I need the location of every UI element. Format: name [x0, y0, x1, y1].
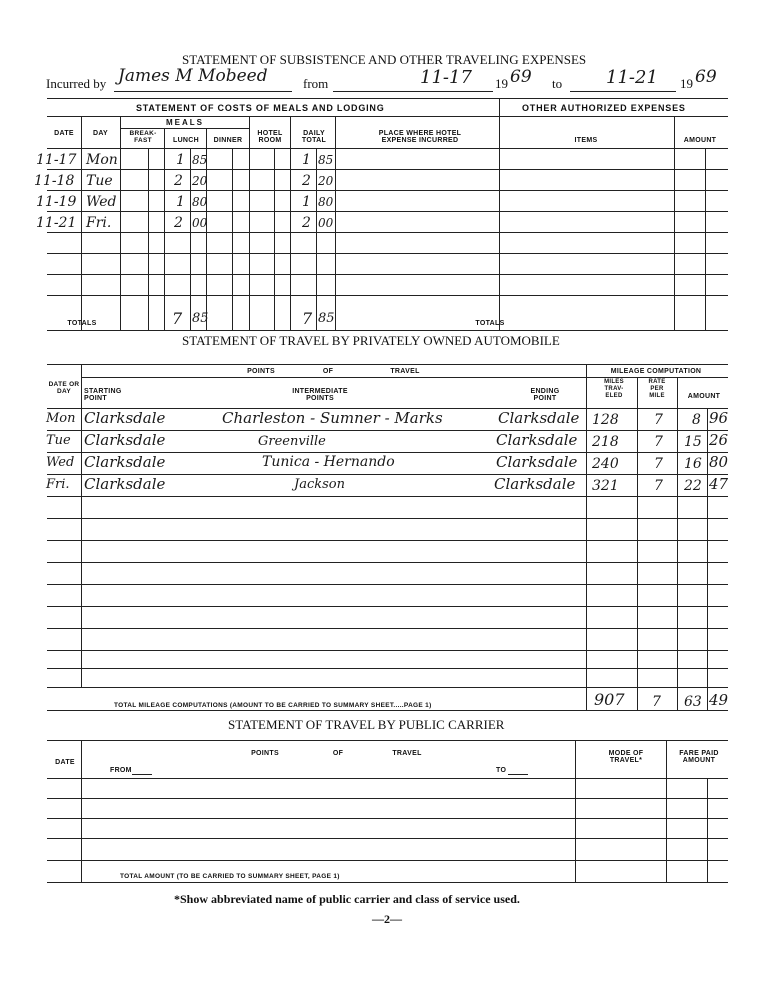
meal-day[interactable]: Wed [86, 194, 117, 210]
lunch-cents[interactable]: 00 [192, 216, 208, 230]
public-points-word-1: POINTS [251, 750, 279, 757]
other-expenses-heading: OTHER AUTHORIZED EXPENSES [522, 103, 686, 113]
meal-date[interactable]: 11-19 [36, 194, 77, 210]
incurred-by-label: Incurred by [46, 76, 107, 91]
total-daily-dollars[interactable]: 7 [302, 309, 313, 328]
public-heading: STATEMENT OF TRAVEL BY PUBLIC CARRIER [228, 717, 505, 732]
auto-end[interactable]: Clarksdale [498, 409, 580, 427]
auto-start[interactable]: Clarksdale [84, 431, 166, 449]
total-lunch-dollars[interactable]: 7 [172, 309, 183, 328]
auto-rate[interactable]: 7 [654, 456, 663, 472]
col-amount: AMOUNT [683, 137, 717, 144]
col-items: ITEMS [574, 137, 598, 144]
auto-col-ending: ENDING POINT [530, 388, 560, 402]
auto-col-amount: AMOUNT [687, 393, 721, 400]
auto-rate[interactable]: 7 [654, 434, 663, 450]
lunch-dollars[interactable]: 1 [176, 194, 185, 210]
auto-amount-dollars[interactable]: 16 [684, 456, 702, 472]
col-daily-total: DAILY TOTAL [301, 130, 327, 144]
daily-dollars[interactable]: 2 [302, 215, 311, 231]
public-points-word-3: TRAVEL [392, 750, 422, 757]
auto-day[interactable]: Mon [46, 411, 76, 426]
public-from-label: FROM [110, 767, 132, 774]
col-day: DAY [92, 130, 109, 137]
total-daily-cents[interactable]: 85 [318, 311, 335, 326]
points-word-1: POINTS [247, 368, 275, 375]
public-total-label: TOTAL AMOUNT (TO BE CARRIED TO SUMMARY SHEET, PAGE 1) [120, 873, 340, 880]
meals-totals-label: TOTALS [67, 320, 97, 327]
total-lunch-cents[interactable]: 85 [192, 311, 209, 326]
to-year-prefix: 19 [680, 76, 693, 91]
auto-rate[interactable]: 7 [654, 412, 663, 428]
to-year[interactable]: 69 [695, 67, 717, 87]
auto-col-miles: MILES TRAV-ELED [604, 379, 624, 399]
points-word-2: OF [322, 368, 334, 375]
from-label: from [303, 76, 329, 91]
to-date[interactable]: 11-21 [606, 67, 658, 88]
lunch-dollars[interactable]: 2 [174, 215, 183, 231]
auto-col-rate: RATE PER MILE [648, 379, 666, 399]
lunch-dollars[interactable]: 2 [174, 173, 183, 189]
lunch-dollars[interactable]: 1 [176, 152, 185, 168]
col-place: PLACE WHERE HOTEL EXPENSE INCURRED [378, 130, 462, 144]
daily-dollars[interactable]: 1 [302, 152, 311, 168]
auto-intermediate[interactable]: Tunica - Hernando [262, 454, 395, 470]
col-lunch: LUNCH [173, 137, 199, 144]
daily-cents[interactable]: 00 [318, 216, 334, 230]
daily-dollars[interactable]: 1 [302, 194, 311, 210]
auto-start[interactable]: Clarksdale [84, 409, 166, 427]
footnote: *Show abbreviated name of public carrier and class of service used. [174, 892, 520, 906]
auto-amount-dollars[interactable]: 22 [684, 478, 702, 494]
form-title: STATEMENT OF SUBSISTENCE AND OTHER TRAVELING EXPENSES [182, 52, 587, 67]
auto-end[interactable]: Clarksdale [496, 431, 578, 449]
from-year-prefix: 19 [495, 76, 508, 91]
public-col-fare: FARE PAID AMOUNT [679, 750, 719, 764]
mileage-group-label: MILEAGE COMPUTATION [610, 368, 702, 375]
auto-start[interactable]: Clarksdale [84, 475, 166, 493]
public-to-label: TO [496, 767, 507, 774]
public-col-mode: MODE OF TRAVEL* [608, 750, 644, 764]
to-label: to [552, 76, 563, 91]
auto-intermediate[interactable]: Charleston - Sumner - Marks [222, 409, 443, 427]
total-miles[interactable]: 907 [594, 690, 625, 709]
lunch-cents[interactable]: 85 [192, 153, 208, 167]
auto-amount-dollars[interactable]: 15 [684, 434, 702, 450]
meal-day[interactable]: Fri. [86, 215, 112, 231]
daily-cents[interactable]: 20 [318, 174, 334, 188]
points-word-3: TRAVEL [390, 368, 420, 375]
auto-day[interactable]: Wed [46, 455, 75, 470]
from-date[interactable]: 11-17 [420, 67, 472, 88]
auto-miles[interactable]: 240 [592, 456, 619, 472]
daily-dollars[interactable]: 2 [302, 173, 311, 189]
total-amount-dollars[interactable]: 63 [684, 694, 702, 710]
auto-amount-cents[interactable]: 47 [709, 475, 729, 493]
meals-heading: STATEMENT OF COSTS OF MEALS AND LODGING [136, 103, 385, 113]
auto-amount-cents[interactable]: 26 [709, 431, 729, 449]
auto-amount-cents[interactable]: 96 [709, 409, 729, 427]
auto-end[interactable]: Clarksdale [494, 475, 576, 493]
meals-group-label: MEALS [166, 118, 204, 127]
meal-date[interactable]: 11-18 [34, 173, 75, 189]
col-hotel-room: HOTEL ROOM [257, 130, 283, 144]
auto-day[interactable]: Tue [46, 433, 71, 448]
auto-rate[interactable]: 7 [654, 478, 663, 494]
incurred-by-name[interactable]: James M Mobeed [118, 66, 268, 86]
auto-col-start: STARTING POINT [84, 388, 122, 402]
col-breakfast: BREAK-FAST [129, 130, 157, 144]
auto-intermediate[interactable]: Jackson [294, 477, 345, 492]
auto-amount-dollars[interactable]: 8 [692, 412, 701, 428]
meal-day[interactable]: Mon [86, 152, 118, 168]
auto-miles[interactable]: 321 [592, 478, 619, 494]
lunch-cents[interactable]: 80 [192, 195, 208, 209]
other-totals-label: TOTALS [475, 320, 505, 327]
meal-day[interactable]: Tue [86, 173, 113, 189]
auto-start[interactable]: Clarksdale [84, 453, 166, 471]
daily-cents[interactable]: 80 [318, 195, 334, 209]
auto-intermediate[interactable]: Greenville [258, 434, 326, 449]
col-date: DATE [54, 130, 74, 137]
total-amount-cents[interactable]: 49 [709, 691, 729, 709]
meal-date[interactable]: 11-21 [36, 215, 77, 231]
auto-miles[interactable]: 218 [592, 434, 619, 450]
daily-cents[interactable]: 85 [318, 153, 334, 167]
from-year[interactable]: 69 [510, 67, 532, 87]
auto-col-date: DATE OR DAY [48, 381, 80, 395]
auto-heading: STATEMENT OF TRAVEL BY PRIVATELY OWNED AUTOMOBILE [182, 333, 560, 348]
auto-day[interactable]: Fri. [46, 477, 70, 492]
auto-end[interactable]: Clarksdale [496, 453, 578, 471]
public-col-date: DATE [55, 759, 75, 766]
meal-date[interactable]: 11-17 [36, 152, 77, 168]
mileage-total-label: TOTAL MILEAGE COMPUTATIONS (AMOUNT TO BE CARRIED TO SUMMARY SHEET.....PAGE 1) [114, 702, 432, 709]
auto-col-intermediate: INTERMEDIATE POINTS [292, 388, 348, 402]
total-rate[interactable]: 7 [652, 694, 661, 710]
page-number: —2— [372, 912, 402, 926]
col-dinner: DINNER [213, 137, 243, 144]
auto-amount-cents[interactable]: 80 [709, 453, 729, 471]
lunch-cents[interactable]: 20 [192, 174, 208, 188]
auto-miles[interactable]: 128 [592, 412, 619, 428]
public-points-word-2: OF [332, 750, 344, 757]
